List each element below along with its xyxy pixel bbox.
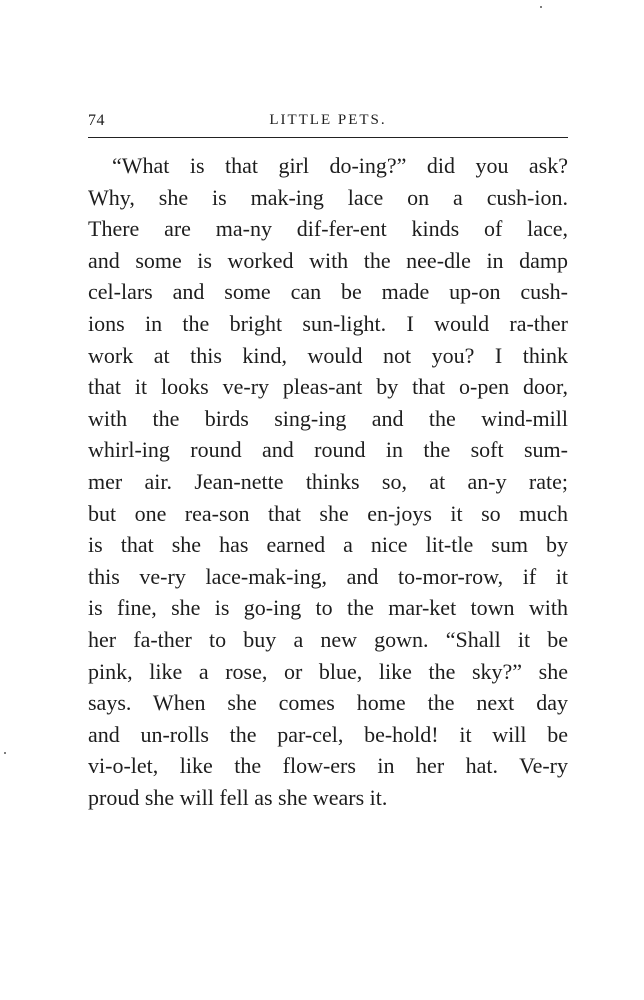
page-header	[88, 110, 568, 134]
text-line: There are ma-ny dif-fer-ent kinds of lace,	[88, 216, 568, 242]
text-line: says. When she comes home the next day	[88, 690, 568, 716]
page-number: 74	[88, 112, 105, 129]
running-title: LITTLE PETS.	[269, 112, 387, 128]
text-line: but one rea-son that she en-joys it so much	[88, 500, 568, 526]
text-line: mer air. Jean-nette thinks so, at an-y rate;	[88, 468, 568, 494]
text-line: proud she will fell as she wears it.	[88, 784, 388, 810]
text-line: pink, like a rose, or blue, like the sky?” she	[88, 658, 568, 684]
text-line: and some is worked with the nee-dle in damp	[88, 247, 568, 273]
header-rule	[88, 137, 568, 138]
text-line: work at this kind, would not you? I think	[88, 342, 568, 368]
text-line: whirl-ing round and round in the soft sum-	[88, 437, 568, 463]
text-line: “What is that girl do-ing?” did you ask?	[112, 153, 568, 178]
text-line: this ve-ry lace-mak-ing, and to-mor-row, if it	[88, 563, 568, 589]
text-line: is that she has earned a nice lit-tle sum by	[88, 532, 568, 558]
text-line: Why, she is mak-ing lace on a cush-ion.	[88, 184, 568, 210]
text-line: her fa-ther to buy a new gown. “Shall it be	[88, 626, 568, 652]
scan-speck	[4, 752, 6, 754]
text-line: that it looks ve-ry pleas-ant by that o-pen door,	[88, 374, 568, 400]
scan-speck	[540, 6, 542, 8]
body-paragraph	[88, 150, 568, 813]
text-line: ions in the bright sun-light. I would ra-ther	[88, 310, 568, 336]
text-line: and un-rolls the par-cel, be-hold! it will be	[88, 721, 568, 747]
text-line: is fine, she is go-ing to the mar-ket town with	[88, 595, 568, 621]
text-line: cel-lars and some can be made up-on cush-	[88, 279, 568, 305]
text-line: with the birds sing-ing and the wind-mill	[88, 405, 568, 431]
text-line: vi-o-let, like the flow-ers in her hat. Ve-ry	[88, 753, 568, 779]
